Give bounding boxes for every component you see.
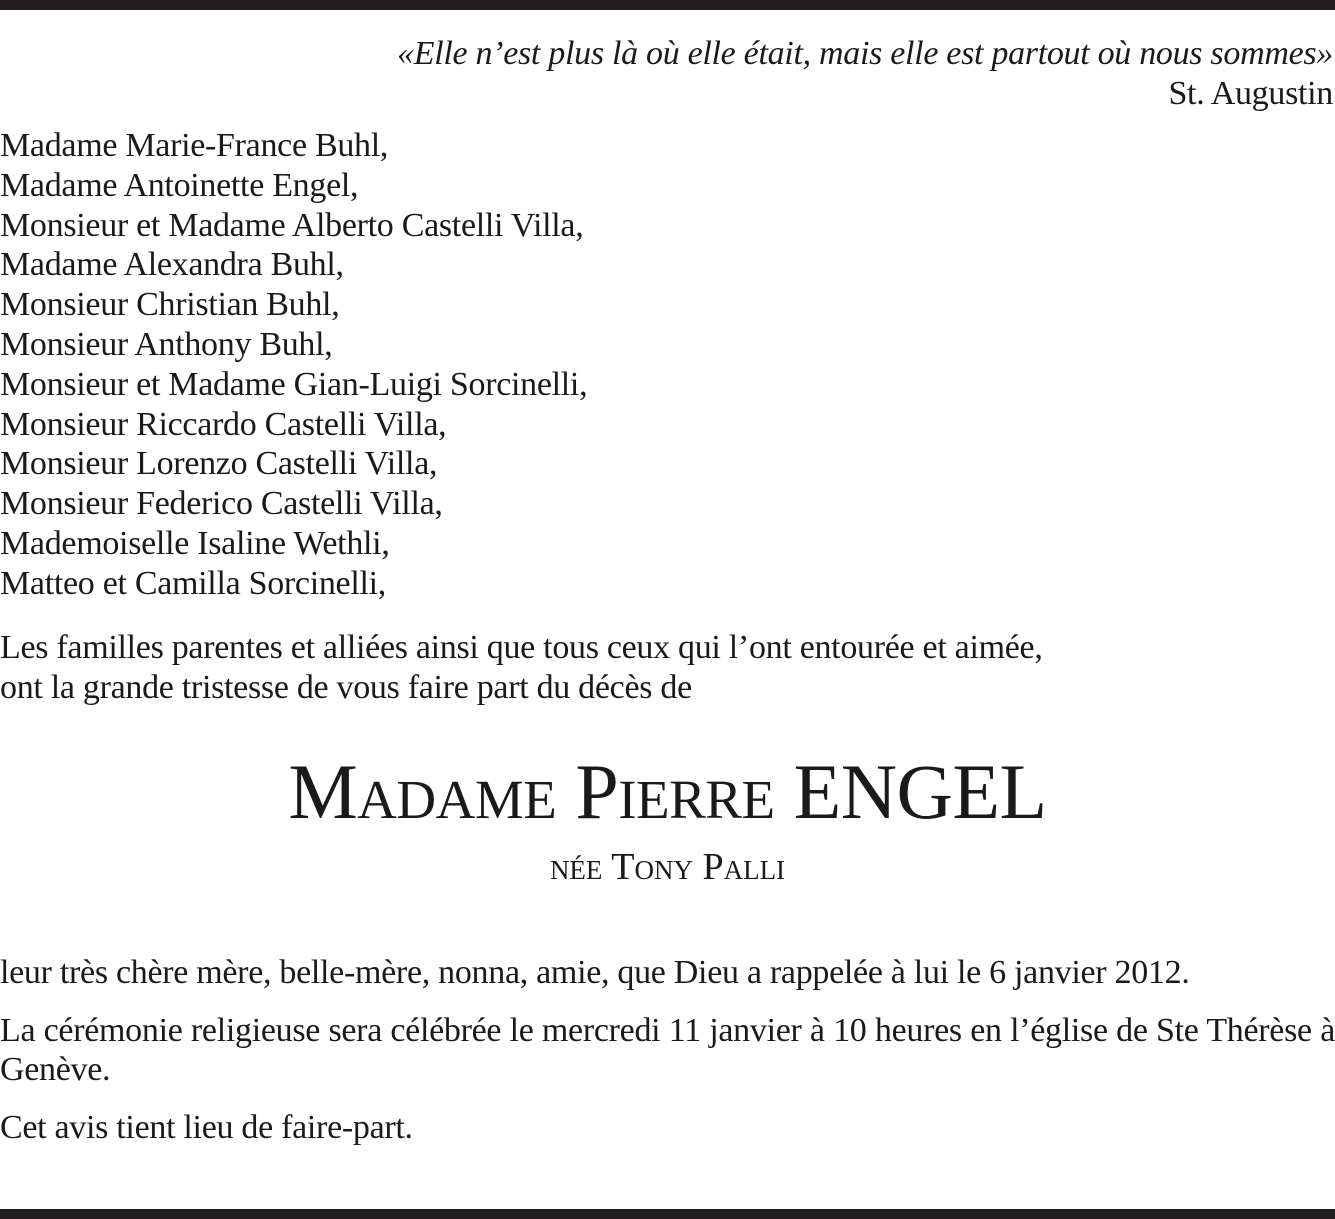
notice-paragraph: Cet avis tient lieu de faire-part.: [0, 1109, 413, 1146]
list-item: Monsieur Federico Castelli Villa,: [0, 485, 443, 523]
announcement-line-2: ont la grande tristesse de vous faire part du décès de: [0, 669, 692, 706]
list-item: Madame Alexandra Buhl,: [0, 246, 344, 284]
list-item: Monsieur Riccardo Castelli Villa,: [0, 405, 447, 443]
announcement: [0, 628, 1043, 708]
deceased-maiden-name: née Tony Palli: [549, 846, 786, 888]
list-item: Monsieur Christian Buhl,: [0, 286, 340, 324]
epigraph-attribution: St. Augustin: [1168, 75, 1333, 112]
announcement-line-1: Les familles parentes et alliées ainsi que tous ceux qui l’ont entourée et aimée,: [0, 629, 1043, 666]
list-item: Monsieur et Madame Alberto Castelli Villa,: [0, 206, 584, 244]
tribute-paragraph: leur très chère mère, belle-mère, nonna, amie, que Dieu a rappelée à lui le 6 janvier 2012.: [0, 954, 1190, 991]
list-item: Matteo et Camilla Sorcinelli,: [0, 564, 386, 602]
deceased-name: Madame Pierre ENGEL: [288, 748, 1047, 835]
list-item: Mademoiselle Isaline Wethli,: [0, 524, 390, 562]
epigraph: [397, 34, 1333, 114]
mourners-list: [0, 126, 587, 604]
list-item: Monsieur Anthony Buhl,: [0, 325, 333, 363]
epigraph-quote: «Elle n’est plus là où elle était, mais elle est partout où nous sommes»: [397, 35, 1333, 72]
list-item: Madame Antoinette Engel,: [0, 166, 359, 204]
list-item: Monsieur et Madame Gian-Luigi Sorcinelli,: [0, 365, 588, 403]
top-border-rule: [0, 0, 1335, 10]
bottom-border-rule: [0, 1209, 1335, 1219]
ceremony-paragraph: La cérémonie religieuse sera célébrée le mercredi 11 janvier à 10 heures en l’église de Ste Thérèse à Genève.: [0, 1012, 1335, 1088]
list-item: Monsieur Lorenzo Castelli Villa,: [0, 445, 438, 483]
list-item: Madame Marie-France Buhl,: [0, 127, 389, 164]
